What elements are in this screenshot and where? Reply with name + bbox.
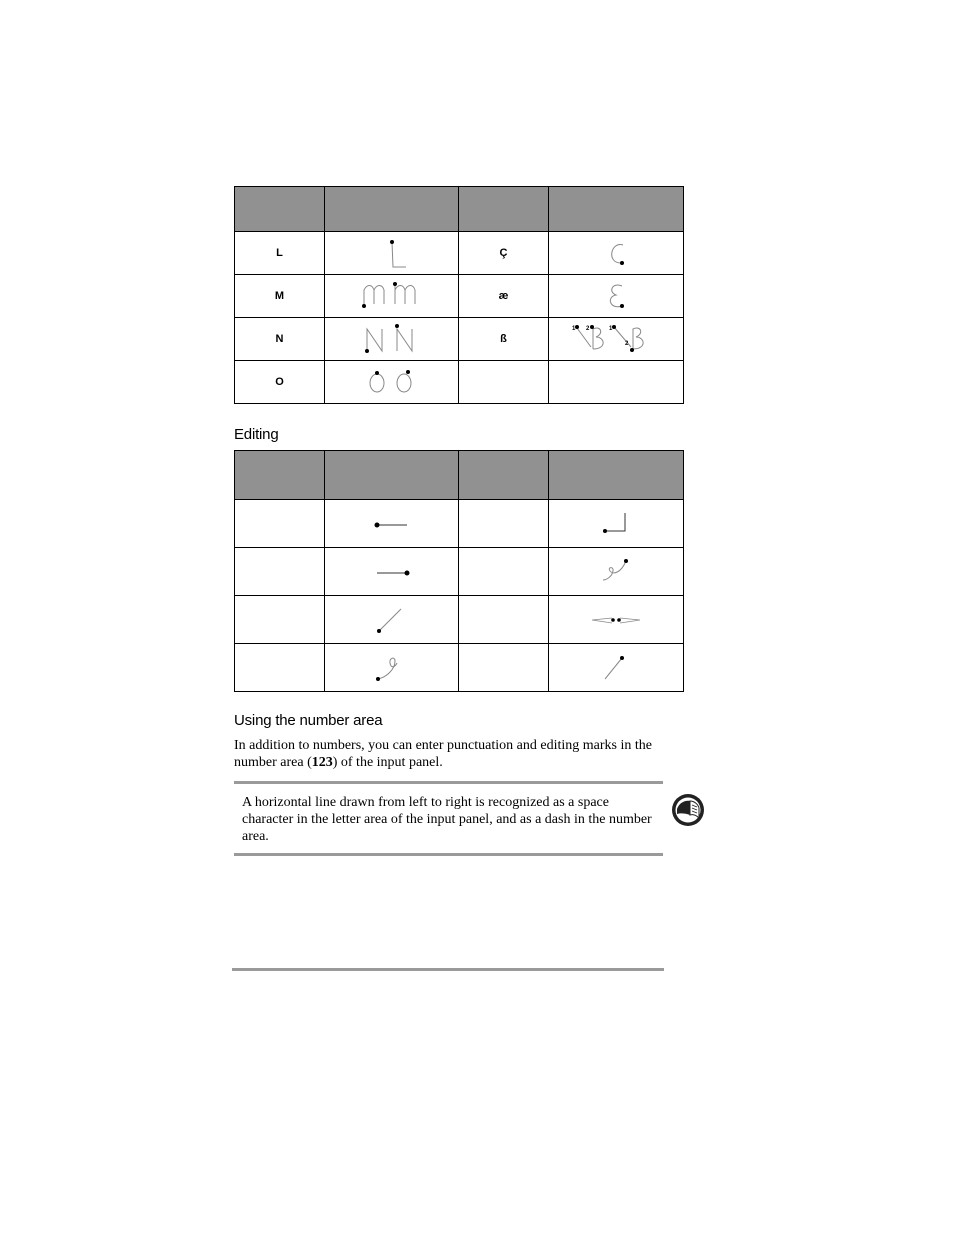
header-cell	[459, 451, 549, 500]
header-cell	[325, 187, 459, 232]
label-cell	[235, 644, 325, 692]
label-cell	[235, 548, 325, 596]
char-cell: O	[235, 361, 325, 404]
stroke-line-right-icon	[367, 509, 417, 539]
note-icon	[671, 793, 705, 832]
stroke-sharp-s-icon	[571, 321, 661, 357]
stroke-L-icon	[372, 235, 412, 271]
note-text: A horizontal line drawn from left to right is recognized as a space character in the letter area of the input panel, and as a dash in the number area.	[242, 795, 652, 844]
stroke-order-label: 2	[625, 341, 629, 347]
stroke-loop-up-icon	[367, 653, 417, 683]
stroke-c-cedilla-icon	[596, 235, 636, 271]
stroke-cell	[549, 232, 684, 275]
table-row	[235, 644, 684, 692]
table-row	[235, 548, 684, 596]
intro-paragraph	[234, 737, 664, 771]
stroke-cell	[549, 548, 684, 596]
stroke-cell	[325, 596, 459, 644]
stroke-line-left-icon	[367, 557, 417, 587]
footer-rule	[232, 968, 664, 971]
stroke-cell	[549, 596, 684, 644]
stroke-cell	[325, 275, 459, 318]
label-cell	[459, 596, 549, 644]
label-cell	[459, 500, 549, 548]
section-heading-number-area: Using the number area	[234, 712, 383, 729]
stroke-order-label: 1	[572, 326, 576, 332]
stroke-cell	[325, 500, 459, 548]
section-heading-editing: Editing	[234, 426, 279, 443]
table-row	[235, 318, 684, 361]
char-cell: L	[235, 232, 325, 275]
char-cell: M	[235, 275, 325, 318]
label-cell	[235, 596, 325, 644]
table-row	[235, 500, 684, 548]
stroke-cell	[325, 318, 459, 361]
stroke-cell	[325, 548, 459, 596]
stroke-ae-icon	[596, 278, 636, 314]
stroke-cell	[549, 361, 684, 404]
stroke-cell	[549, 318, 684, 361]
header-cell	[235, 451, 325, 500]
table-row	[235, 361, 684, 404]
stroke-O-icon	[357, 364, 427, 400]
stroke-cell	[549, 644, 684, 692]
char-cell: Ç	[459, 232, 549, 275]
stroke-order-label: 2	[586, 326, 590, 332]
stroke-diagonal-down-icon	[591, 653, 641, 683]
header-cell	[325, 451, 459, 500]
char-cell: ß	[459, 318, 549, 361]
table-row	[235, 596, 684, 644]
label-cell	[459, 644, 549, 692]
intro-text-end: ) of the input panel.	[332, 755, 443, 770]
char-cell: N	[235, 318, 325, 361]
letter-strokes-table	[234, 186, 684, 404]
header-cell	[459, 187, 549, 232]
stroke-cell	[549, 275, 684, 318]
char-cell: æ	[459, 275, 549, 318]
label-cell	[235, 500, 325, 548]
header-cell	[235, 187, 325, 232]
intro-text: In addition to numbers, you can enter punctuation and editing marks in the number area (	[234, 738, 652, 770]
stroke-cell	[325, 361, 459, 404]
stroke-order-label: 1	[609, 326, 613, 332]
stroke-diagonal-up-icon	[367, 605, 417, 635]
stroke-N-icon	[357, 321, 427, 357]
intro-bold-text: 123	[311, 755, 333, 770]
table-row	[235, 275, 684, 318]
note-top-rule	[234, 781, 663, 784]
editing-strokes-table	[234, 450, 684, 692]
label-cell	[459, 548, 549, 596]
stroke-cell	[549, 500, 684, 548]
stroke-corner-icon	[591, 509, 641, 539]
stroke-M-icon	[357, 278, 427, 314]
stroke-tap-icon	[588, 605, 644, 635]
stroke-loop-icon	[591, 557, 641, 587]
table-row	[235, 232, 684, 275]
header-cell	[549, 451, 684, 500]
char-cell	[459, 361, 549, 404]
stroke-cell	[325, 232, 459, 275]
table-header-row	[235, 187, 684, 232]
stroke-cell	[325, 644, 459, 692]
table-header-row	[235, 451, 684, 500]
header-cell	[549, 187, 684, 232]
note-bottom-rule	[234, 853, 663, 856]
